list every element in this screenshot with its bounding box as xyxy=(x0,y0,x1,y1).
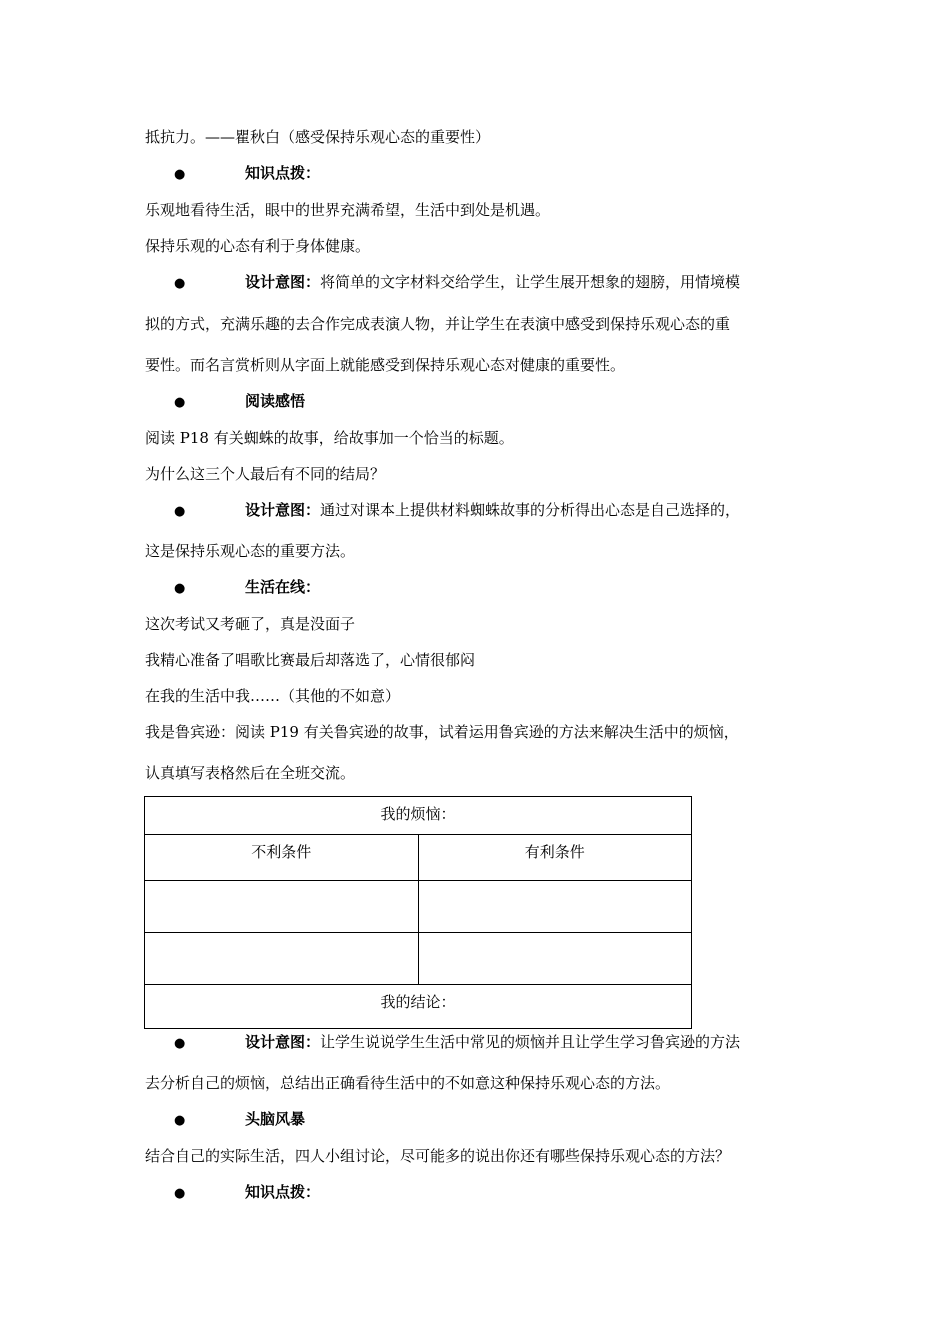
bullet-icon: ● xyxy=(174,504,186,519)
paragraph-line: 乐观地看待生活，眼中的世界充满希望，生活中到处是机遇。 xyxy=(145,201,551,219)
section-heading: 设计意图： xyxy=(245,1033,321,1051)
bullet-item xyxy=(174,1032,740,1054)
bullet-text: 让学生说说学生生活中常见的烦恼并且让学生学习鲁宾逊的方法 xyxy=(320,1033,741,1051)
paragraph-line: 阅读 P18 有关蜘蛛的故事，给故事加一个恰当的标题。 xyxy=(145,429,514,447)
table-title-cell: 我的烦恼： xyxy=(145,797,692,835)
bullet-item xyxy=(174,1109,305,1131)
section-heading: 头脑风暴 xyxy=(245,1110,306,1128)
table-header-favorable: 有利条件 xyxy=(418,835,692,881)
bullet-icon: ● xyxy=(174,1113,186,1128)
paragraph-line: 认真填写表格然后在全班交流。 xyxy=(145,764,356,782)
bullet-icon: ● xyxy=(174,276,186,291)
bullet-item xyxy=(174,272,740,294)
table-cell-empty xyxy=(418,881,692,933)
bullet-icon: ● xyxy=(174,1036,186,1051)
paragraph-line: 抵抗力。——瞿秋白（感受保持乐观心态的重要性） xyxy=(145,128,491,146)
paragraph-line: 在我的生活中我……（其他的不如意） xyxy=(145,687,401,705)
section-heading: 阅读感悟 xyxy=(245,392,306,410)
paragraph-line: 我是鲁宾逊：阅读 P19 有关鲁宾逊的故事，试着运用鲁宾逊的方法来解决生活中的烦恼， xyxy=(145,723,739,741)
paragraph-line: 要性。而名言赏析则从字面上就能感受到保持乐观心态对健康的重要性。 xyxy=(145,356,626,374)
paragraph-line: 拟的方式，充满乐趣的去合作完成表演人物，并让学生在表演中感受到保持乐观心态的重 xyxy=(145,315,731,333)
paragraph-line: 这是保持乐观心态的重要方法。 xyxy=(145,542,356,560)
paragraph-line: 保持乐观的心态有利于身体健康。 xyxy=(145,237,371,255)
bullet-icon: ● xyxy=(174,167,186,182)
paragraph-line: 结合自己的实际生活，四人小组讨论，尽可能多的说出你还有哪些保持乐观心态的方法？ xyxy=(145,1147,731,1165)
bullet-item xyxy=(174,500,740,522)
section-heading: 知识点拨： xyxy=(245,1183,321,1201)
section-heading: 设计意图： xyxy=(245,501,321,519)
troubles-table xyxy=(144,796,692,1029)
bullet-icon: ● xyxy=(174,1186,186,1201)
bullet-item xyxy=(174,577,320,599)
bullet-icon: ● xyxy=(174,395,186,410)
table-cell-empty xyxy=(418,933,692,985)
paragraph-line: 这次考试又考砸了，真是没面子 xyxy=(145,615,356,633)
table-cell-empty xyxy=(145,933,419,985)
bullet-item xyxy=(174,163,320,185)
table-cell-empty xyxy=(145,881,419,933)
section-heading: 设计意图： xyxy=(245,273,321,291)
section-heading: 生活在线： xyxy=(245,578,321,596)
bullet-item xyxy=(174,1182,320,1204)
table-header-unfavorable: 不利条件 xyxy=(145,835,419,881)
paragraph-line: 我精心准备了唱歌比赛最后却落选了，心情很郁闷 xyxy=(145,651,476,669)
table-conclusion-cell: 我的结论： xyxy=(145,985,692,1029)
bullet-item xyxy=(174,391,305,413)
bullet-text: 通过对课本上提供材料蜘蛛故事的分析得出心态是自己选择的， xyxy=(320,501,741,519)
paragraph-line: 为什么这三个人最后有不同的结局？ xyxy=(145,465,386,483)
paragraph-line: 去分析自己的烦恼，总结出正确看待生活中的不如意这种保持乐观心态的方法。 xyxy=(145,1074,671,1092)
section-heading: 知识点拨： xyxy=(245,164,321,182)
bullet-icon: ● xyxy=(174,581,186,596)
bullet-text: 将简单的文字材料交给学生，让学生展开想象的翅膀，用情境模 xyxy=(320,273,741,291)
